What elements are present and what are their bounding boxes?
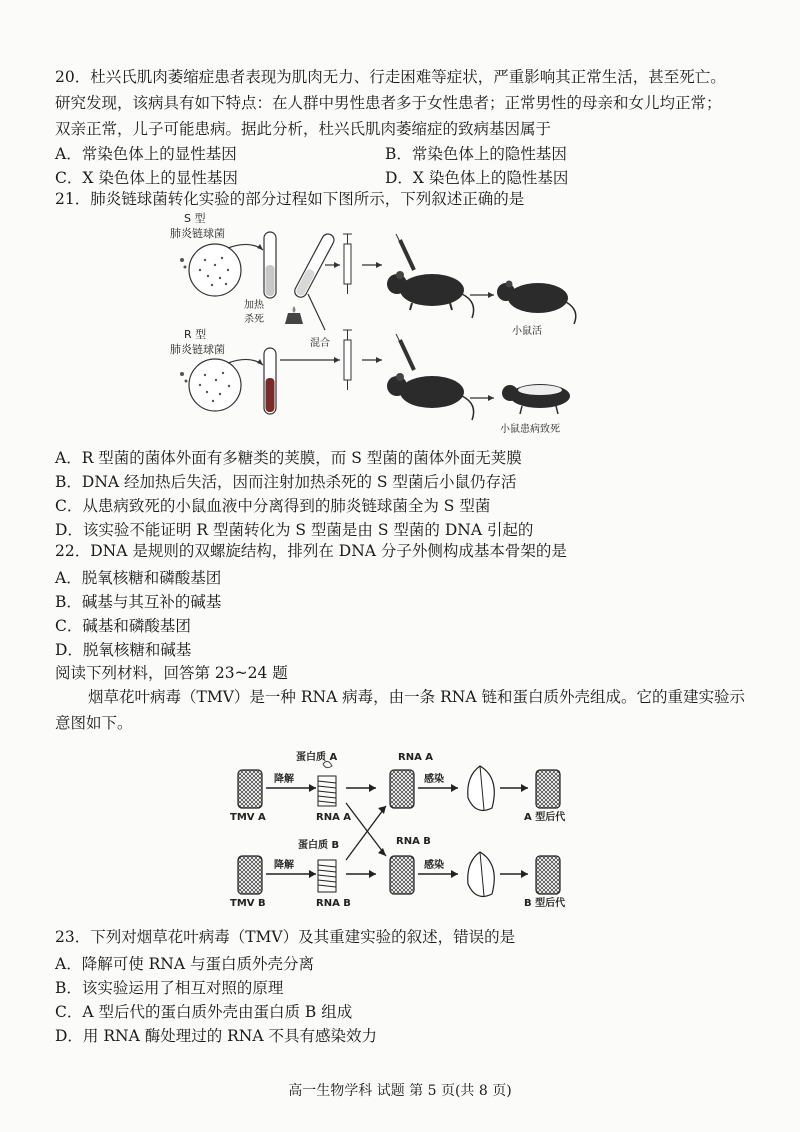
rna-a-helix-icon	[318, 761, 336, 806]
reconstructed-virus-a-icon	[390, 770, 414, 808]
q21-option-d: D．该实验不能证明 R 型菌转化为 S 型菌是由 S 型菌的 DNA 引起的	[55, 521, 534, 539]
s-strain-label: S 型	[184, 212, 206, 225]
page-footer: 高一生物学科 试题 第 5 页(共 8 页)	[288, 1083, 512, 1099]
tmv-b-virus-icon	[238, 856, 262, 894]
r-strain-label: R 型	[184, 328, 207, 341]
injection-syringe-icon	[396, 234, 414, 270]
rna-a-label: RNA A	[316, 812, 352, 823]
dead-mouse-icon	[502, 384, 570, 414]
material-paragraph-line-1: 烟草花叶病毒（TMV）是一种 RNA 病毒，由一条 RNA 链和蛋白质外壳组成。它的重建实验示	[88, 688, 745, 706]
q22-stem: 22．DNA 是规则的双螺旋结构，排列在 DNA 分子外侧构成基本骨架的是	[55, 542, 567, 560]
s-petri-dish-icon	[180, 244, 241, 296]
q23-option-c: C．A 型后代的蛋白质外壳由蛋白质 B 组成	[55, 1003, 353, 1021]
protein-b-label: 蛋白质 B	[298, 840, 340, 851]
syringe-icon	[343, 234, 352, 294]
mix-label: 混合	[310, 338, 330, 349]
tobacco-leaf-icon	[468, 766, 495, 810]
infect-label-b: 感染	[424, 860, 444, 871]
tmv-a-label: TMV A	[230, 812, 266, 823]
injection-syringe-icon	[396, 334, 414, 370]
rna-b-label: RNA B	[396, 836, 431, 847]
q20-stem-line-3: 双亲正常，儿子可能患病。据此分析，杜兴氏肌肉萎缩症的致病基因属于	[55, 120, 552, 138]
material-paragraph-line-2: 意图如下。	[55, 714, 133, 732]
q23-option-d: D．用 RNA 酶处理过的 RNA 不具有感染效力	[55, 1027, 377, 1045]
mouse-alive-label: 小鼠活	[512, 326, 542, 337]
q21-option-b: B．DNA 经加热后失活，因而注射加热杀死的 S 型菌后小鼠仍存活	[55, 473, 517, 491]
tmv-b-label: TMV B	[230, 898, 266, 909]
degrade-label-b: 降解	[274, 860, 294, 871]
tmv-a-virus-icon	[238, 770, 262, 808]
q20-stem-line-2: 研究发现，该病具有如下特点：在人群中男性患者多于女性患者；正常男性的母亲和女儿均正常；	[55, 94, 722, 112]
q21-option-a: A．R 型菌的菌体外面有多糖类的荚膜，而 S 型菌的菌体外面无荚膜	[55, 449, 522, 467]
offspring-a-virus-icon	[536, 770, 560, 808]
mouse-dead-label: 小鼠患病致死	[500, 424, 560, 435]
q20-stem-line-1: 20．杜兴氏肌肉萎缩症患者表现为肌肉无力、行走困难等症状，严重影响其正常生活，甚至死亡。	[55, 68, 726, 86]
q20-option-b: B．常染色体上的隐性基因	[385, 145, 567, 163]
q20-option-a: A．常染色体上的显性基因	[55, 145, 237, 163]
rna-b-helix-icon	[318, 860, 336, 892]
q21-stem: 21．肺炎链球菌转化实验的部分过程如下图所示，下列叙述正确的是	[55, 190, 525, 208]
s-strain-label-2: 肺炎链球菌	[170, 227, 225, 240]
q23-option-a: A．降解可使 RNA 与蛋白质外壳分离	[55, 955, 314, 973]
reconstructed-virus-b-icon	[390, 856, 414, 894]
heat-label: 加热	[244, 300, 264, 311]
degrade-label-a: 降解	[274, 774, 294, 785]
tobacco-leaf-icon	[468, 852, 495, 896]
transformation-experiment-diagram	[160, 210, 610, 442]
mix-arrow-icon	[308, 294, 325, 330]
offspring-b-label: B 型后代	[524, 898, 566, 909]
r-culture-tube-icon	[264, 348, 276, 414]
tmv-reconstruction-diagram	[218, 748, 588, 914]
q22-option-a: A．脱氧核糖和磷酸基团	[55, 569, 222, 587]
kill-label: 杀死	[244, 314, 264, 325]
q22-option-c: C．碱基和磷酸基团	[55, 617, 191, 635]
syringe-icon	[343, 330, 352, 390]
q23-stem: 23．下列对烟草花叶病毒（TMV）及其重建实验的叙述，错误的是	[55, 928, 516, 946]
offspring-b-virus-icon	[536, 856, 560, 894]
q23-option-b: B．该实验运用了相互对照的原理	[55, 979, 284, 997]
offspring-a-label: A 型后代	[524, 812, 566, 823]
r-petri-dish-icon	[180, 359, 241, 411]
mouse-icon	[387, 271, 474, 318]
material-intro: 阅读下列材料，回答第 23~24 题	[55, 664, 288, 682]
q22-option-d: D．脱氧核糖和碱基	[55, 641, 192, 659]
mouse-icon	[387, 373, 474, 420]
q21-option-c: C．从患病致死的小鼠血液中分离得到的肺炎链球菌全为 S 型菌	[55, 497, 491, 515]
protein-a-label: 蛋白质 A	[296, 752, 338, 763]
rna-b-source-label: RNA B	[316, 898, 351, 909]
q20-option-c: C．X 染色体上的显性基因	[55, 169, 238, 187]
alcohol-lamp-icon	[285, 306, 303, 324]
r-strain-label-2: 肺炎链球菌	[170, 343, 225, 356]
rna-a-recombined-label: RNA A	[398, 752, 434, 763]
infect-label-a: 感染	[424, 774, 444, 785]
s-culture-tube-icon	[264, 232, 276, 298]
q22-option-b: B．碱基与其互补的碱基	[55, 593, 222, 611]
q20-option-d: D．X 染色体上的隐性基因	[385, 169, 569, 187]
live-mouse-icon	[497, 281, 576, 325]
